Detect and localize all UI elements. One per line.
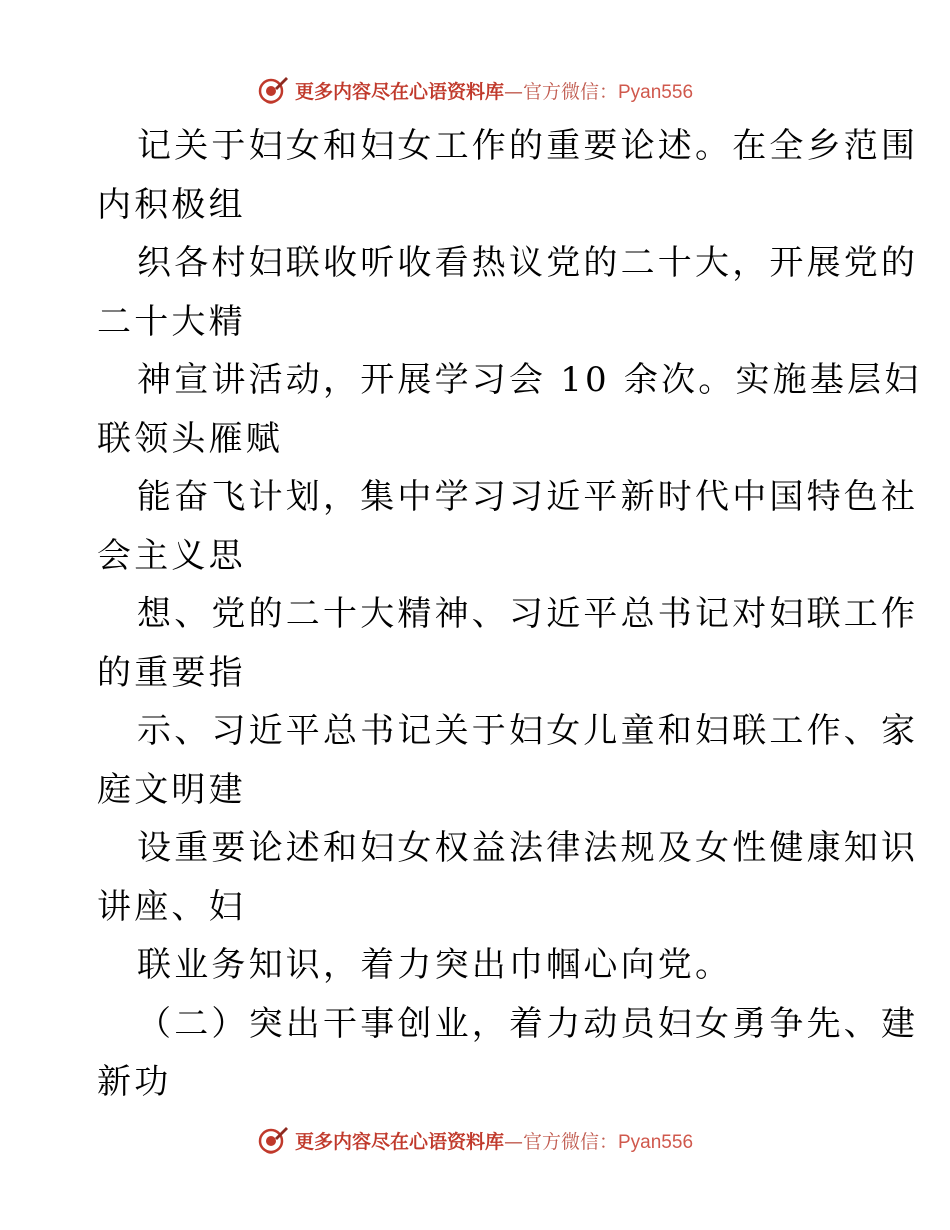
pen-logo-icon [257,74,289,106]
header-banner-text [295,77,693,104]
text-line: 的重要指 [97,652,246,693]
text-line: 示、习近平总书记关于妇女儿童和妇联工作、家 [137,711,919,751]
footer-separator: — [503,1130,523,1153]
footer-official-label: 官方微信： [522,1130,618,1153]
text-line: 联领头雁赋 [97,418,283,459]
pen-logo-icon [257,1124,289,1156]
text-line: 会主义思 [97,535,246,576]
header-banner [0,70,950,110]
document-body [97,117,922,1112]
text-line: 内积极组 [97,184,246,225]
text-line: 记关于妇女和妇女工作的重要论述。在全乡范围 [137,126,919,166]
footer-wechat-id: Pyan556 [618,1131,694,1153]
text-line: 能奋飞计划，集中学习习近平新时代中国特色社 [137,477,919,517]
section-heading-line: （二）突出干事创业，着力动员妇女勇争先、建 [137,1003,919,1044]
text-line: 讲座、妇 [97,886,246,927]
footer-banner [0,1120,950,1160]
header-separator: — [503,80,523,103]
header-promo-text: 更多内容尽在心语资料库 [294,80,504,103]
header-official-label: 官方微信： [522,80,618,103]
text-line: 织各村妇联收听收看热议党的二十大，开展党的 [137,243,919,283]
text-line: 新功 [97,1062,172,1102]
text-line: 庭文明建 [97,769,246,810]
text-line: 二十大精 [97,301,246,342]
header-wechat-id: Pyan556 [618,81,694,103]
footer-promo-text: 更多内容尽在心语资料库 [294,1130,504,1153]
text-line: 联业务知识，着力突出巾帼心向党。 [137,945,733,985]
text-line: 想、党的二十大精神、习近平总书记对妇联工作 [137,594,919,634]
footer-banner-text [295,1127,693,1154]
text-line: 神宣讲活动，开展学习会 10 余次。实施基层妇 [137,360,922,400]
footer-banner-content [257,1124,693,1156]
text-line: 设重要论述和妇女权益法律法规及女性健康知识 [137,828,919,868]
header-banner-content [257,74,693,106]
